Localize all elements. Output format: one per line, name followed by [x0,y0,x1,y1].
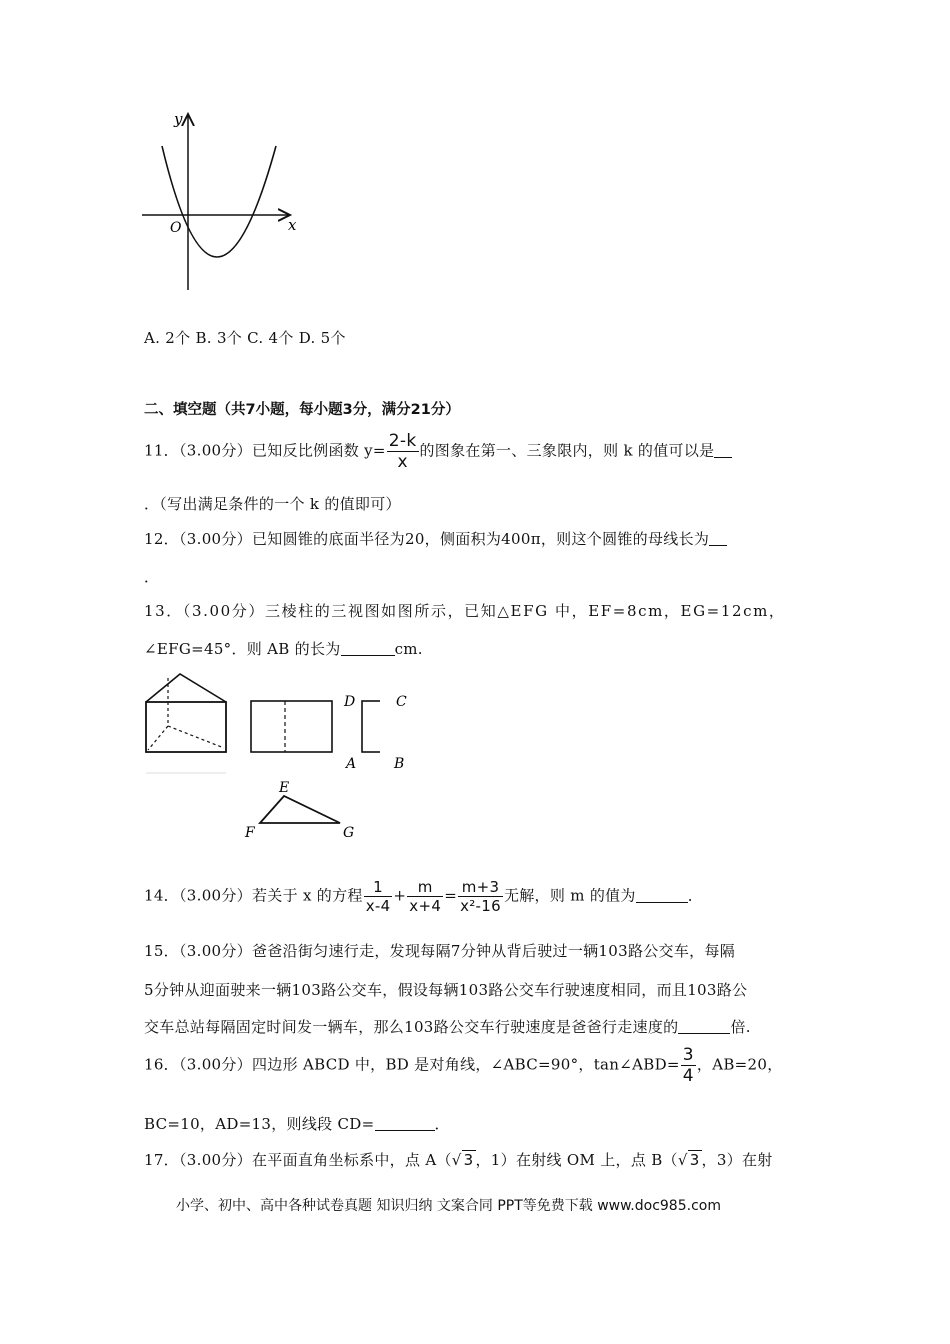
label-b: B [394,756,405,772]
q14-frac1 [364,878,393,915]
q11-frac-den: x [397,452,408,472]
q15-line1: 15．（3.00分）爸爸沿街匀速行走，发现每隔7分钟从背后驶过一辆103路公交车，每隔 [144,942,736,960]
x-axis-label: x [288,216,297,234]
q15-line3 [144,1016,751,1037]
q14-frac3 [458,878,503,915]
q13-line1: 13．（3.00分）三棱柱的三视图如图所示，已知△EFG 中，EF=8cm，EG=12cm， [144,602,786,620]
q14-frac3-den: x²-16 [460,897,501,915]
q16-frac-den: 4 [682,1066,694,1086]
q17-line1 [144,1149,773,1170]
q14-answer-blank[interactable] [636,888,688,903]
q16-fraction [681,1045,696,1086]
q15-line3-prefix: 交车总站每隔固定时间发一辆车，那么103路公交车行驶速度是爸爸行走速度的 [144,1018,679,1036]
q17-mid: ，1）在射线 OM 上，点 B（ [475,1151,678,1169]
q17-sqrt1: √ 3 [451,1151,474,1169]
q14-frac3-num: m+3 [458,878,503,897]
q13-line2-prefix: ∠EFG=45°．则 AB 的长为 [144,640,341,658]
q14-frac1-den: x-4 [365,897,391,915]
q11-line1 [144,431,732,472]
q17-sqrt1-radicand: 3 [463,1151,474,1169]
q11-line2: ．（写出满足条件的一个 k 的值即可） [144,495,401,513]
q13-line2-suffix: cm. [394,640,423,658]
q17-suffix: ，3）在射 [701,1151,773,1169]
q15-answer-blank[interactable] [678,1019,730,1034]
q12-line1 [144,528,727,549]
front-view [146,674,226,773]
q14-end: ． [687,886,704,905]
q14-frac2-num: m [407,878,443,897]
label-g: G [343,825,355,841]
q11-fraction [387,431,419,472]
label-a: A [346,756,357,772]
abcd-labels [340,688,420,774]
y-axis-label: y [174,110,183,128]
page-footer: 小学、初中、高中各种试卷真题 知识归纳 文案合同 PPT等免费下载 www.doc985.com [176,1198,721,1214]
q11-suffix: 的图象在第一、三象限内，则 k 的值可以是 [419,441,715,460]
q10-options: A. 2个 B. 3个 C. 4个 D. 5个 [144,329,346,347]
q16-frac-num: 3 [682,1045,694,1065]
q17-sqrt2: √ 3 [677,1151,700,1169]
q13-answer-blank[interactable] [341,641,395,656]
q14-eq: = [444,886,458,905]
parabola-curve [162,146,276,257]
label-d: D [344,694,356,710]
label-f: F [245,825,255,841]
q12-answer-blank[interactable] [709,531,727,546]
q14-frac2 [407,878,443,915]
label-c: C [396,694,407,710]
q17-sqrt2-radicand: 3 [689,1151,700,1169]
q17-prefix: 17．（3.00分）在平面直角坐标系中，点 A（ [144,1151,452,1169]
q12-text: 12．（3.00分）已知圆锥的底面半径为20，侧面积为400π，则这个圆锥的母线长为 [144,530,710,548]
q16-line1 [144,1045,783,1086]
label-e: E [279,780,290,796]
q14-prefix: 14．（3.00分）若关于 x 的方程 [144,886,363,905]
section2-title: 二、填空题（共7小题，每小题3分，满分21分） [144,402,460,418]
q15-line3-suffix: 倍. [730,1018,751,1036]
q11-prefix: 11．（3.00分）已知反比例函数 y= [144,441,386,460]
q14-plus: + [393,886,407,905]
q14-frac1-num: 1 [364,878,393,897]
side-view [251,701,332,752]
q13-line2 [144,638,423,659]
q16-line2-suffix: ． [434,1115,450,1133]
q16-line2-prefix: BC=10，AD=13，则线段 CD= [144,1115,375,1133]
q14-line [144,878,703,915]
q12-line2: ． [144,568,160,586]
q16-answer-blank[interactable] [375,1116,435,1131]
triangle-efg [240,776,370,846]
q11-answer-blank[interactable] [714,443,732,458]
q16-prefix: 16．（3.00分）四边形 ABCD 中，BD 是对角线，∠ABC=90°，tan∠ABD= [144,1055,680,1074]
q16-suffix: ，AB=20， [696,1055,783,1074]
q14-frac2-den: x+4 [409,897,442,915]
q15-line2: 5分钟从迎面驶来一辆103路公交车，假设每辆103路公交车行驶速度相同，而且103路公 [144,981,748,999]
q14-suffix: 无解，则 m 的值为 [503,886,636,905]
q16-line2 [144,1113,450,1134]
origin-label: O [170,220,182,236]
q11-frac-num: 2-k [388,431,417,451]
parabola-graph [140,108,310,298]
